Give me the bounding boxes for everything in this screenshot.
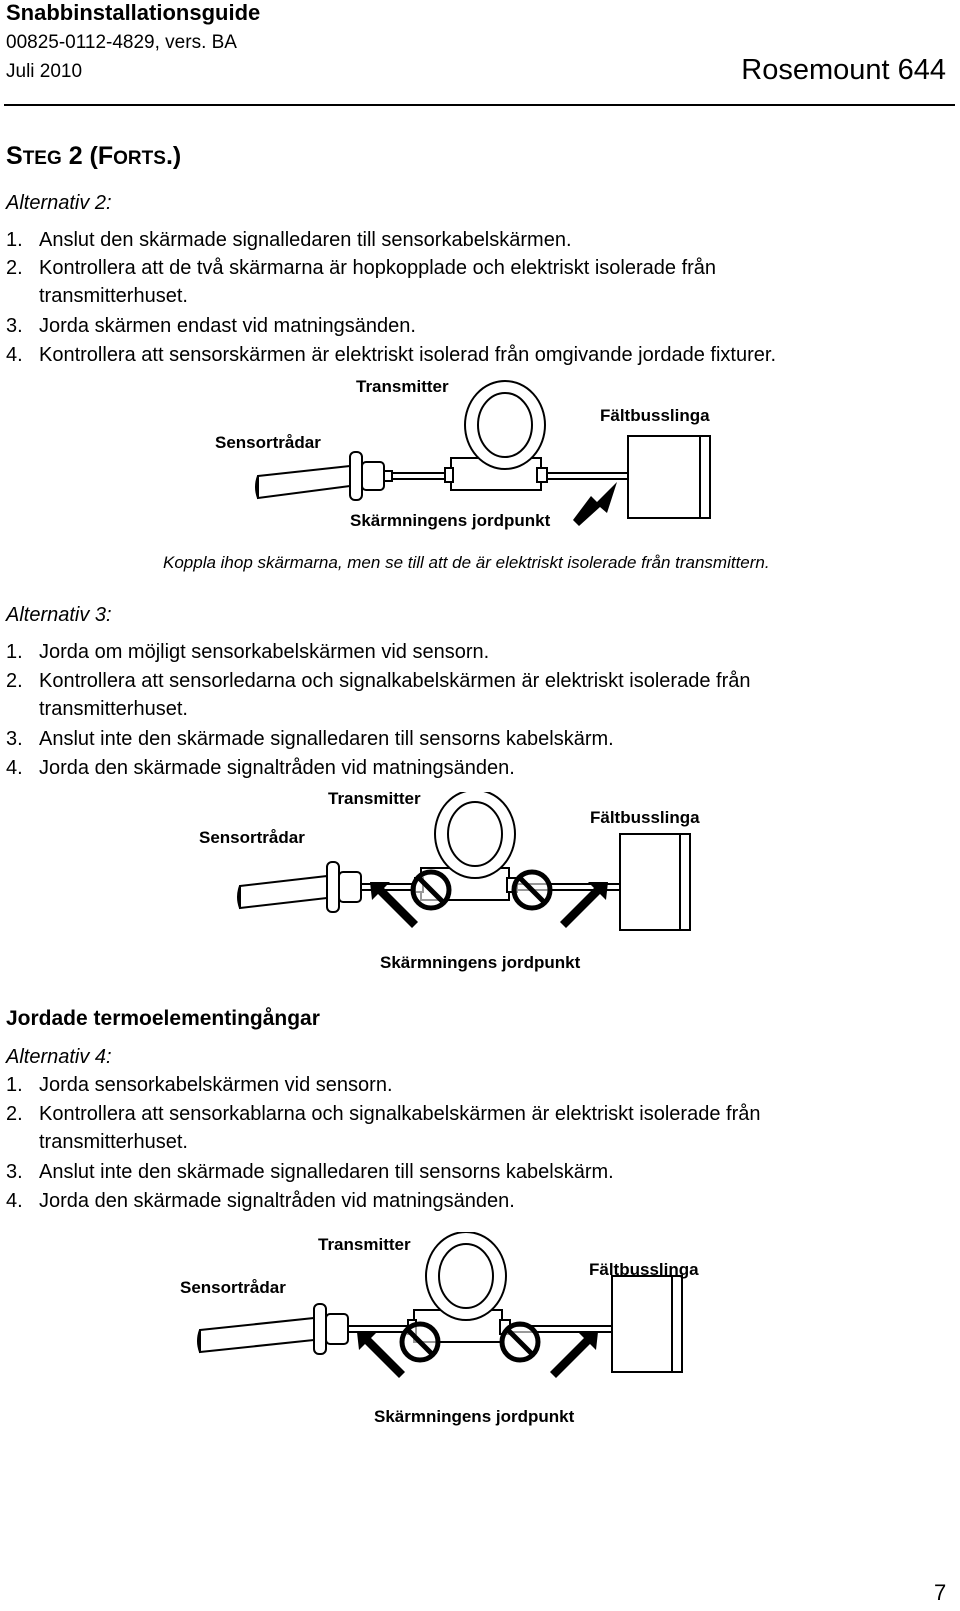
ground-arrow-icon [357,1332,405,1378]
alt2-heading: Alternativ 2: [6,192,112,214]
item-number: 1. [6,229,23,251]
section-heading: Jordade termoelementingångar [6,1007,320,1030]
alt4-item-1 [6,1071,393,1099]
ground-arrow-icon [560,882,608,928]
alt4-item-2 [6,1100,760,1156]
no-ground-icon [502,1324,538,1360]
alt4-item-4 [6,1187,515,1215]
sensor-wires-label: Sensortrådar [199,828,305,847]
item-number: 1. [6,1074,23,1096]
fieldbus-label: Fältbusslinga [589,1260,699,1279]
item-text: Kontrollera att sensorkablarna och signalkabelskärmen är elektriskt isolerade från [39,1103,761,1125]
step-heading-part: ORTS [113,148,166,169]
ground-arrow-icon [573,482,617,526]
alt2-item-1 [6,226,572,254]
item-text: Jorda den skärmade signaltråden vid matningsänden. [39,757,515,779]
alt3-item-4 [6,754,515,782]
no-ground-icon [514,872,550,908]
ground-arrow-icon [550,1332,598,1378]
item-text: Kontrollera att sensorledarna och signalkabelskärmen är elektriskt isolerade från [39,670,751,692]
alt3-item-2 [6,667,750,723]
item-number: 1. [6,641,23,663]
alt3-heading: Alternativ 3: [6,604,112,626]
sensor-flange-icon [350,452,362,500]
item-text: Kontrollera att sensorskärmen är elektriskt isolerad från omgivande jordade fixturer. [39,344,777,366]
item-text-continuation: transmitterhuset. [39,1131,188,1153]
sensor-flange-icon [327,862,339,912]
item-text: Kontrollera att de två skärmarna är hopkopplade och elektriskt isolerade från [39,257,717,279]
sensor-head-icon [339,872,361,902]
item-number: 3. [6,1161,23,1183]
document-title: Snabbinstallationsguide [6,0,261,25]
item-number: 2. [6,257,23,279]
alt2-item-4 [6,341,776,369]
no-ground-icon [413,872,449,908]
item-number: 4. [6,1190,23,1212]
document-number: 00825-0112-4829, vers. BA [6,32,237,53]
transmitter-label: Transmitter [318,1235,411,1254]
sensor-probe-icon [258,466,350,498]
step-heading-part: 2 ( [61,142,98,170]
alt3-item-1 [6,638,489,666]
step-heading-part: S [6,142,23,170]
wiring-diagram-alt3 [0,792,960,982]
item-number: 2. [6,670,23,692]
ground-point-label: Skärmningens jordpunkt [380,953,581,972]
ground-point-label: Skärmningens jordpunkt [374,1407,575,1426]
item-number: 3. [6,315,23,337]
no-ground-icon [402,1324,438,1360]
step-heading-part: .) [165,142,182,170]
item-text: Anslut den skärmade signalledaren till sensorkabelskärmen. [39,229,572,251]
item-text: Jorda den skärmade signaltråden vid matningsänden. [39,1190,515,1212]
step-heading-part: F [97,142,114,170]
fieldbus-box-icon [628,436,700,518]
sensor-flange-icon [314,1304,326,1354]
wiring-diagram-alt2 [0,380,960,550]
fieldbus-label: Fältbusslinga [600,406,710,425]
product-name: Rosemount 644 [741,54,946,86]
item-number: 2. [6,1103,23,1125]
fieldbus-box-icon [620,834,680,930]
item-text-continuation: transmitterhuset. [39,285,188,307]
header-rule [4,104,955,106]
step-heading-part: TEG [22,148,62,169]
item-text: Jorda skärmen endast vid matningsänden. [39,315,416,337]
transmitter-label: Transmitter [356,380,449,396]
sensor-head-icon [326,1314,348,1344]
sensor-wires-label: Sensortrådar [180,1278,286,1297]
fieldbus-label: Fältbusslinga [590,808,700,827]
item-text: Jorda om möjligt sensorkabelskärmen vid sensorn. [39,641,490,663]
wiring-diagram-alt4 [0,1232,960,1432]
item-text: Anslut inte den skärmade signalledaren till sensorns kabelskärm. [39,728,614,750]
sensor-wires-label: Sensortrådar [215,433,321,452]
item-number: 4. [6,757,23,779]
item-text: Anslut inte den skärmade signalledaren till sensorns kabelskärm. [39,1161,614,1183]
sensor-probe-icon [240,876,327,908]
step-heading [6,142,181,171]
item-text: Jorda sensorkabelskärmen vid sensorn. [39,1074,393,1096]
transmitter-label: Transmitter [328,792,421,808]
sensor-probe-icon [200,1318,314,1352]
alt4-item-3 [6,1158,614,1186]
alt2-item-3 [6,312,416,340]
sensor-head-icon [362,462,384,490]
alt4-heading: Alternativ 4: [6,1046,112,1068]
fieldbus-box-icon [612,1276,672,1372]
page-number: 7 [934,1580,947,1605]
item-number: 4. [6,344,23,366]
alt3-item-3 [6,725,614,753]
item-text-continuation: transmitterhuset. [39,698,188,720]
diagram-caption: Koppla ihop skärmarna, men se till att de är elektriskt isolerade från transmittern. [163,553,770,572]
item-number: 3. [6,728,23,750]
document-date: Juli 2010 [6,61,83,82]
alt2-item-2 [6,254,716,310]
ground-point-label: Skärmningens jordpunkt [350,511,551,530]
